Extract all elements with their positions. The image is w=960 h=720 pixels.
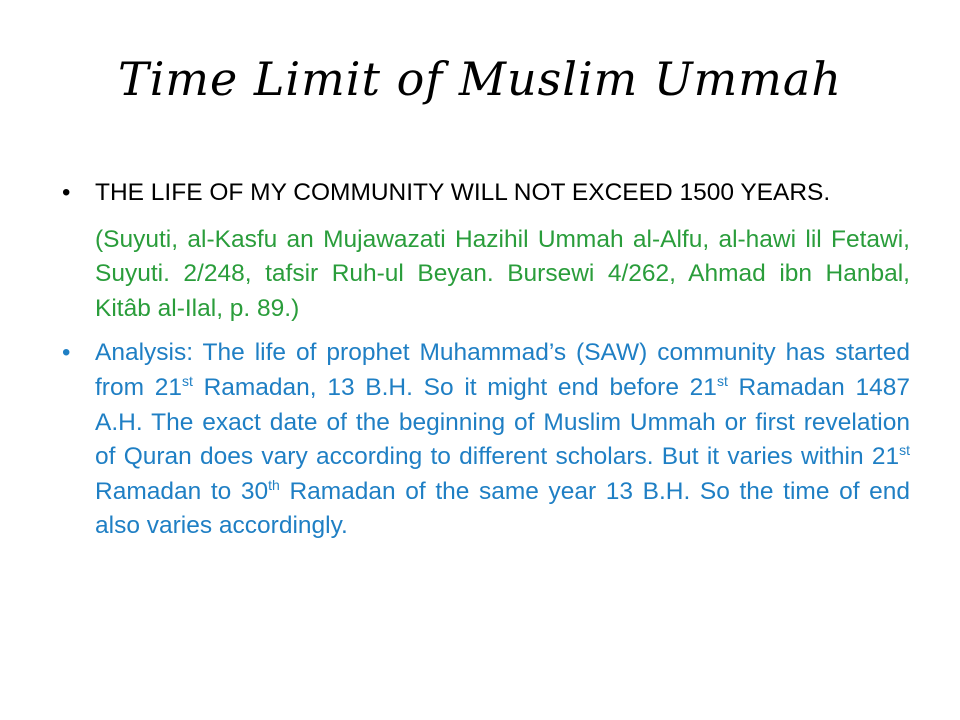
analysis-text bbox=[95, 339, 910, 539]
citation-text: (Suyuti, al-Kasfu an Mujawazati Hazihil Ummah al-Alfu, al-hawi lil Fetawi, Suyuti. 2/248, tafsir Ruh-ul Beyan. Bursewi 4/262, Ahmad ibn Hanbal, Kitâb al-Ilal, p. 89.) bbox=[95, 225, 910, 322]
ordinal-suffix: st bbox=[899, 442, 910, 459]
analysis-seg-4: Ramadan to 30 bbox=[95, 477, 269, 505]
analysis-seg-1: Analysis: The life of prophet Muhammad’s (SAW) community has started from 21 bbox=[95, 339, 910, 401]
analysis-seg-3: Ramadan 1487 A.H. The exact date of the beginning of Muslim Ummah or first revelation of Quran does vary according to different scholars. But it varies within 21 bbox=[95, 373, 910, 471]
hadith-text: THE LIFE OF MY COMMUNITY WILL NOT EXCEED 1500 YEARS. bbox=[95, 179, 831, 206]
bullet-point-hadith bbox=[62, 176, 910, 211]
analysis-seg-5: Ramadan of the same year 13 B.H. So the time of end also varies accordingly. bbox=[95, 477, 910, 540]
ordinal-suffix: th bbox=[268, 476, 280, 493]
bullet-point-analysis bbox=[62, 336, 910, 544]
bullet-icon: • bbox=[62, 339, 71, 367]
ordinal-suffix: st bbox=[181, 372, 193, 389]
bullet-icon: • bbox=[62, 179, 71, 206]
slide-body bbox=[62, 176, 910, 544]
ordinal-suffix: st bbox=[716, 372, 728, 389]
analysis-seg-2: Ramadan, 13 B.H. So it might end before 21 bbox=[192, 373, 717, 401]
slide-title: Time Limit of Muslim Ummah bbox=[118, 52, 842, 106]
